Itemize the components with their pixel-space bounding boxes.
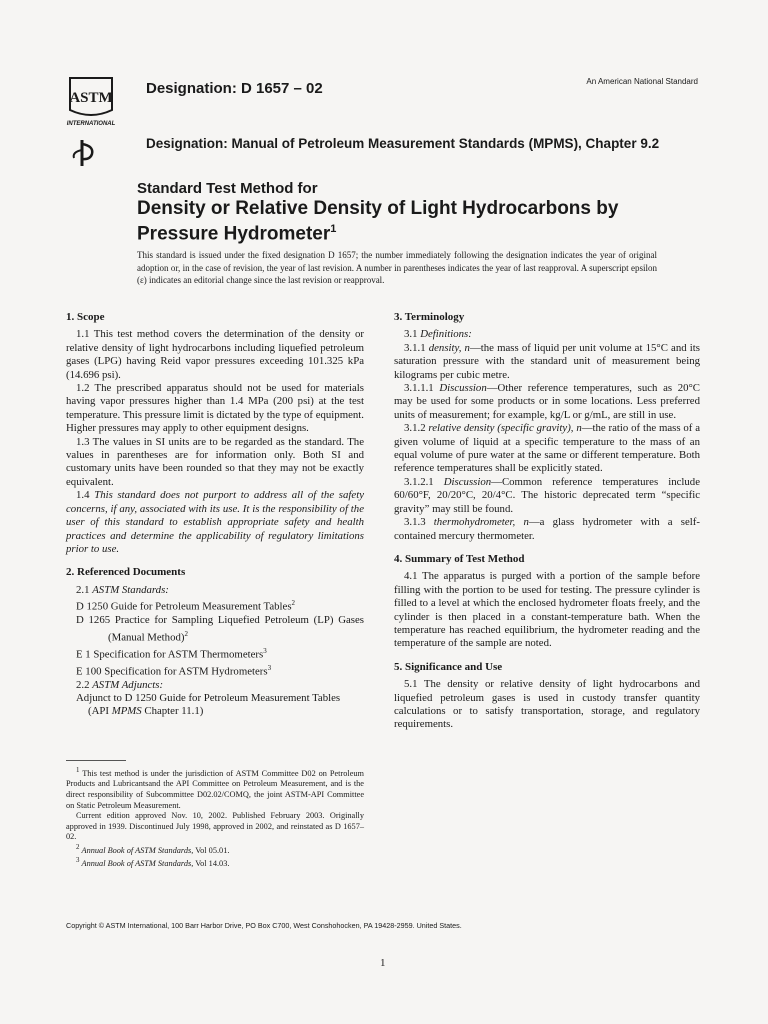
astm-logo-text: ASTM <box>69 90 113 106</box>
footnote-1-mark: 1 <box>76 767 80 774</box>
reference-d1265-footnote-mark: 2 <box>184 629 188 638</box>
paragraph-1-2: 1.2 The prescribed apparatus should not be used for materials having vapor pressures higher than 1.4 MPa (200 psi) at the test temperature. This pressure limit is dictated by the type of equipment. Higher pressures may apply to other equipment designs. <box>66 382 364 435</box>
reference-e1-footnote-mark: 3 <box>263 646 267 655</box>
footnote-3-mark: 3 <box>76 857 80 865</box>
definition-density-text: —the mass of liquid per unit volume at 15°C and its saturation pressure with the standard unit of measurement being kilograms per cubic metre. <box>394 341 700 381</box>
reference-e1 <box>66 645 364 662</box>
paragraph-1-4-number: 1.4 <box>76 489 95 502</box>
national-standard-label: An American National Standard <box>586 77 698 86</box>
section-heading-scope: 1. Scope <box>66 311 105 323</box>
adjunct-line-1: Adjunct to D 1250 Guide for Petroleum Measurement Tables <box>76 691 341 704</box>
footnote-3 <box>66 856 364 869</box>
right-column <box>394 311 700 732</box>
title-lead: Standard Test Method for <box>137 180 318 197</box>
paragraph-2-1 <box>66 584 364 597</box>
paragraph-5-1: 5.1 The density or relative density of light hydrocarbons and liquefied petroleum gases is used in custody transfer quantity calculations or to satisfy transportation, storage, and regulatory requirements. <box>394 678 700 731</box>
designation-mpms: Designation: Manual of Petroleum Measurement Standards (MPMS), Chapter 9.2 <box>146 136 660 151</box>
discussion-relative-density-number: 3.1.2.1 <box>404 475 444 488</box>
discussion-density-number: 3.1.1.1 <box>404 382 440 395</box>
page-number: 1 <box>380 957 386 969</box>
definition-density-term: density, n <box>428 341 470 354</box>
discussion-relative-density-text: —Common reference temperatures include 60/60°F, 20/20°C, 20/4°C. The historic deprecated term “specific gravity” may still be found. <box>394 475 700 515</box>
definition-thermohydrometer <box>394 516 700 543</box>
footnote-2-volume: , Vol 05.01. <box>191 845 230 855</box>
footnote-divider <box>66 760 126 761</box>
adjunct-line-2 <box>66 705 364 718</box>
paragraph-2-1-text: ASTM Standards: <box>92 583 169 596</box>
issue-note: This standard is issued under the fixed designation D 1657; the number immediately following the designation indicates the year of original adoption or, in the case of revision, the year of last revision. A number in parentheses indicates the year of last reapproval. A superscript epsilon (ε) indicates an editorial change since the last revision or reapproval. <box>137 250 657 285</box>
reference-d1250 <box>66 597 364 614</box>
definition-thermohydrometer-term: thermohydrometer, n <box>433 516 529 529</box>
footnote-3-volume: , Vol 14.03. <box>191 859 230 869</box>
title-line-1: Density or Relative Density of Light Hydrocarbons by <box>137 198 619 219</box>
reference-d1250-text: D 1250 Guide for Petroleum Measurement Tables <box>76 600 292 613</box>
paragraph-1-1: 1.1 This test method covers the determination of the density or relative density of light hydrocarbons including liquefied petroleum gases (LPG) having Reid vapor pressures exceeding 101.325 kPa (14.696 psi). <box>66 328 364 381</box>
reference-d1250-footnote-mark: 2 <box>291 599 296 608</box>
paragraph-1-3: 1.3 The values in SI units are to be regarded as the standard. The values in parentheses are for information only. Both SI and customary units have been rounded so that they may not be exactly equivalent. <box>66 435 364 488</box>
definition-density-number: 3.1.1 <box>404 341 429 354</box>
discussion-relative-density-term: Discussion <box>443 475 492 488</box>
paragraph-1-4-text: This standard does not purport to address all of the safety concerns, if any, associated with its use. It is the responsibility of the user of this standard to establish appropriate safety and health practices and determine the applicability of regulatory limitations prior to use. <box>66 489 364 555</box>
footnote-2-text: Annual Book of ASTM Standards <box>81 845 192 855</box>
reference-d1265 <box>66 614 364 644</box>
discussion-density-text: —Other reference temperatures, such as 20°C may be used for some products or in some locations. Less preferred units of measurement; for example, kg/L or g/mL, are still in use. <box>394 382 701 421</box>
definition-thermohydrometer-text: —a glass hydrometer with a self-contained mercury thermometer. <box>394 516 700 542</box>
reference-e100-footnote-mark: 3 <box>267 663 272 672</box>
footnote-1 <box>66 766 364 811</box>
footnote-3-text: Annual Book of ASTM Standards <box>81 859 192 869</box>
designation: Designation: D 1657 – 02 <box>146 80 323 97</box>
discussion-density-term: Discussion <box>439 382 487 395</box>
reference-e100-text: E 100 Specification for ASTM Hydrometers <box>76 665 268 678</box>
definition-density <box>394 342 700 382</box>
astm-logo-subtext: INTERNATIONAL <box>66 121 116 127</box>
definition-thermohydrometer-number: 3.1.3 <box>404 516 434 529</box>
definition-relative-density-term: relative density (specific gravity), n <box>428 422 582 435</box>
definition-relative-density-number: 3.1.2 <box>404 422 429 435</box>
paragraph-4-1: 4.1 The apparatus is purged with a portion of the sample before filling with the portion to be used for testing. The pressure cylinder is filled to a level at which the enclosed hydrometer floats freely, and the cylinder is then placed in a constant-temperature bath. When the temperature has reached equilibrium, the hydrometer reading and the temperature of the sample are noted. <box>394 570 700 650</box>
paragraph-2-2-number: 2.2 <box>76 678 93 691</box>
copyright-notice: Copyright © ASTM International, 100 Barr Harbor Drive, PO Box C700, West Conshohocken, PA 19428-2959. United States. <box>66 921 462 930</box>
section-heading-summary: 4. Summary of Test Method <box>394 552 525 565</box>
paragraph-2-1-number: 2.1 <box>76 583 93 596</box>
section-heading-referenced-documents: 2. Referenced Documents <box>66 566 186 579</box>
footnote-2 <box>66 843 364 856</box>
api-logo <box>70 138 98 168</box>
definition-relative-density-text: —the ratio of the mass of a given volume of liquid at a specific temperature to the mass of an equal volume of pure water at the same or different temperature. Both reference temperatures shall be explicitly stated. <box>394 422 700 475</box>
title-line-2-text: Pressure Hydrometer <box>137 223 331 245</box>
adjunct-line-2-mpms: MPMS <box>111 705 142 718</box>
reference-e100 <box>66 662 364 679</box>
footnote-2-mark: 2 <box>76 843 80 851</box>
paragraph-3-1 <box>394 328 700 341</box>
definition-relative-density <box>394 422 700 476</box>
discussion-relative-density <box>394 476 700 516</box>
section-heading-terminology: 3. Terminology <box>394 311 465 323</box>
left-column <box>66 311 364 719</box>
paragraph-3-1-number: 3.1 <box>404 328 421 341</box>
paragraph-1-4 <box>66 489 364 556</box>
reference-e1-text: E 1 Specification for ASTM Thermometers <box>76 648 264 661</box>
adjunct-line-2-suffix: Chapter 11.1) <box>141 705 204 718</box>
paragraph-3-1-text: Definitions: <box>420 328 472 341</box>
discussion-density <box>394 382 700 422</box>
footnote-1-approval: Current edition approved Nov. 10, 2002. Published February 2003. Originally approved in 1939. Discontinued July 1998, approved in 2002, and reinstated as D 1657–02. <box>66 811 364 842</box>
footnote-1-text: This test method is under the jurisdiction of ASTM Committee D02 on Petroleum Products and Lubricantsand the API Committee on Petroleum Measurement, and is the direct responsibility of Subcommittee D02.02/COMQ, the joint ASTM-API Committee on Static Petroleum Measurement. <box>66 768 364 810</box>
footnotes <box>66 766 364 870</box>
section-heading-significance: 5. Significance and Use <box>394 660 503 673</box>
reference-d1265-text: D 1265 Practice for Sampling Liquefied Petroleum (LP) Gases (Manual Method) <box>76 614 364 644</box>
title-footnote-mark: 1 <box>330 223 337 235</box>
adjunct-line-2-prefix: (API <box>88 705 112 718</box>
paragraph-2-2 <box>66 679 364 692</box>
title-line-2 <box>137 219 657 244</box>
astm-logo <box>62 72 120 128</box>
document-title <box>137 199 657 244</box>
paragraph-2-2-text: ASTM Adjuncts: <box>92 678 164 691</box>
